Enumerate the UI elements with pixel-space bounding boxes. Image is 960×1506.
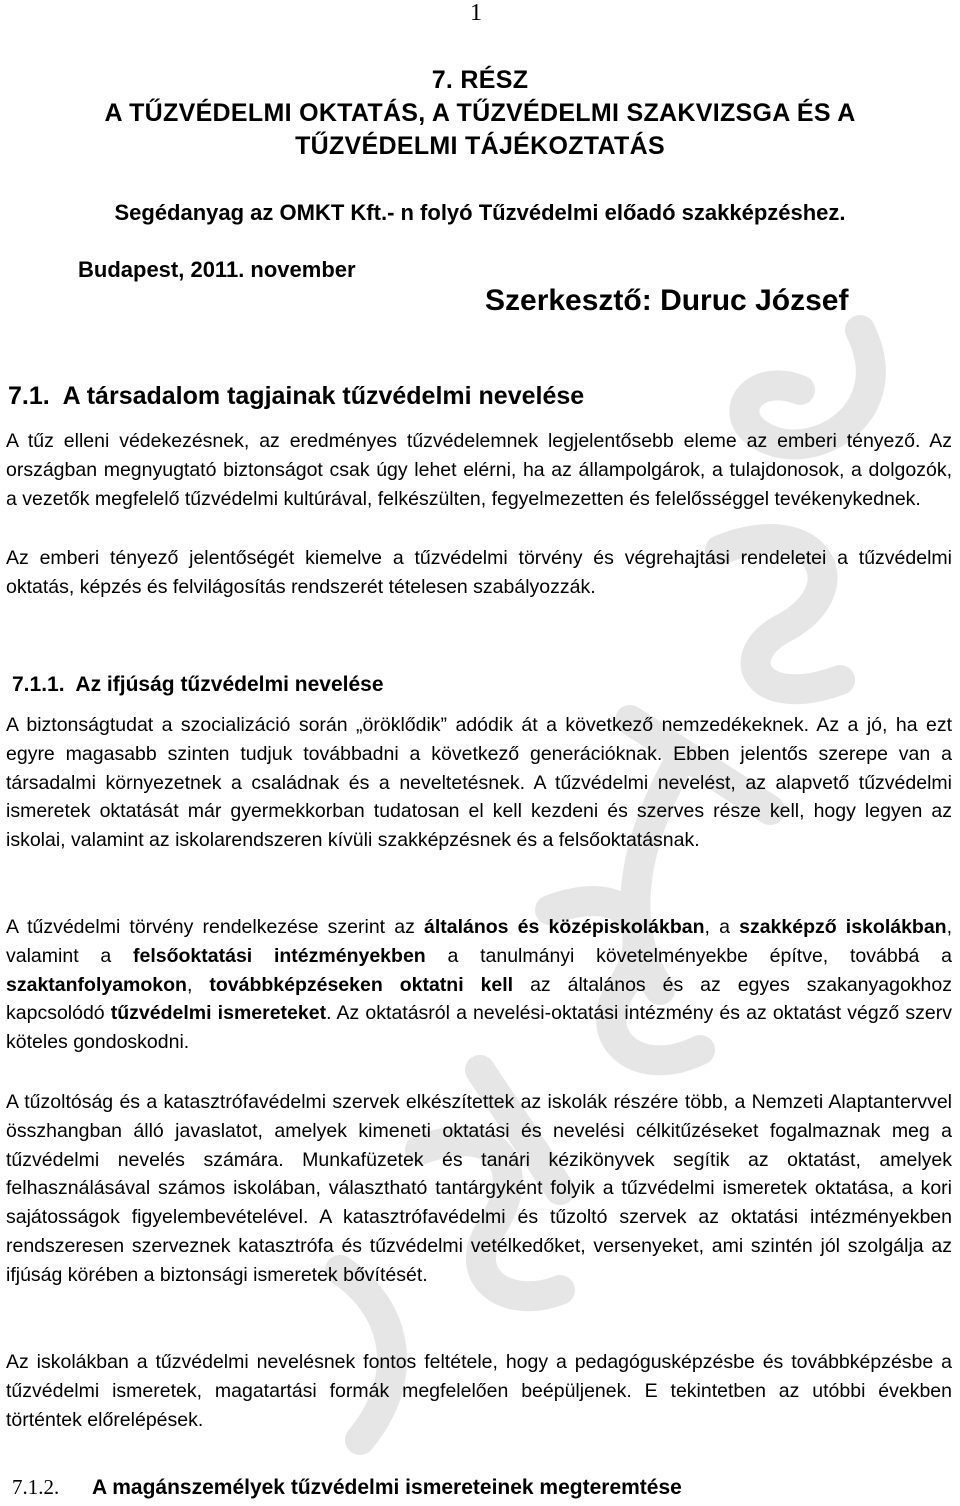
paragraph-safety-awareness: A biztonságtudat a szocializáció során „öröklődik” adódik át a következő nemzedékeknek. Az a jó, ha ezt egyre magasabb szinten tudjuk továbbadni a következő generációknak. Ebben jelentős szerepe van a társadalmi környezetnek a családnak és a neveltetésnek. A tűzvédelmi nevelést, az alapvető tűzvédelmi ismeretek oktatását már gyermekkorban tudatosan el kell kezdeni és szerves része kell, hogy legyen az iskolai, valamint az iskolarendszeren kívüli szakképzésnek és a felsőoktatásnak. bbox=[6, 714, 952, 852]
document-title-line-1: A TŰZVÉDELMI OKTATÁS, A TŰZVÉDELMI SZAKVIZSGA ÉS A bbox=[104, 99, 856, 127]
subsection-title: A magánszemélyek tűzvédelmi ismereteinek megteremtése bbox=[92, 1476, 682, 1499]
document-title-line-2: TŰZVÉDELMI TÁJÉKOZTATÁS bbox=[295, 132, 665, 160]
paragraph-human-factor: A tűz elleni védekezésnek, az eredményes tűzvédelemnek legjelentősebb eleme az emberi tényező. Az országban megnyugtató biztonságot csak úgy lehet elérni, ha az állampolgárok, a tulajdonosok, a dolgozók, a vezetők megfelelő tűzvédelmi kultúrával, felkészülten, fegyelmezetten és felelősséggel tevékenykednek. bbox=[6, 430, 952, 510]
paragraph-fire-law: A tűzvédelmi törvény rendelkezése szerint az általános és középiskolákban, a szakképző iskolákban, valamint a felsőoktatási intézményekben a tanulmányi követelményekbe építve, továbbá a szaktanfolyamokon, továbbképzéseken oktatni kell az általános és az egyes szakanyagokhoz kapcsolódó tűzvédelmi ismereteket. Az oktatásról a nevelési-oktatási intézmény és az oktatást végző szerv köteles gondoskodni. bbox=[6, 916, 953, 1054]
paragraph-fire-service-programs: A tűzoltóság és a katasztrófavédelmi szervek elkészítettek az iskolák részére több, a Nemzeti Alaptantervvel összhangban álló javaslatot, amelyek kimeneti oktatási és nevelési célkitűzéseket fogalmaznak meg a tűzvédelmi nevelés számára. Munkafüzetek és tanári kézikönyvek segítik az oktatást, amelyek felhasználásával számos iskolában, választható tantárgyként folyik a tűzvédelmi ismeretek oktatása, a kori sajátosságok figyelembevételével. A katasztrófavédelmi és tűzoltó szervek az oktatási intézményekben rendszeresen szerveznek katasztrófa és tűzvédelmi vetélkedőket, versenyeket, ami szintén jól szolgálja az ifjúság körében a biztonsági ismeretek bővítését. bbox=[6, 1091, 952, 1286]
subsection-heading-7-1-1: 7.1.1. Az ifjúság tűzvédelmi nevelése bbox=[12, 673, 384, 696]
paragraph-regulation: Az emberi tényező jelentőségét kiemelve a tűzvédelmi törvény és végrehajtási rendeletei a tűzvédelmi oktatás, képzés és felvilágosítás rendszerét tételesen szabályozzák. bbox=[6, 547, 952, 598]
paragraph-teacher-training: Az iskolákban a tűzvédelmi nevelésnek fontos feltétele, hogy a pedagógusképzésbe és továbbképzésbe a tűzvédelmi ismeretek, magatartási formák megfelelően beépüljenek. E tekintetben az utóbbi években történtek előrelépések. bbox=[6, 1351, 952, 1431]
subsection-heading-7-1-2 bbox=[12, 1475, 682, 1500]
section-heading-7-1: 7.1. A társadalom tagjainak tűzvédelmi nevelése bbox=[8, 382, 585, 410]
subsection-number: 7.1.2. bbox=[12, 1475, 60, 1499]
page-number: 1 bbox=[470, 0, 482, 26]
part-label: 7. RÉSZ bbox=[431, 66, 529, 94]
document-subtitle: Segédanyag az OMKT Kft.- n folyó Tűzvédelmi előadó szakképzéshez. bbox=[114, 200, 846, 225]
document-date: Budapest, 2011. november bbox=[78, 257, 356, 282]
document-editor: Szerkesztő: Duruc József bbox=[485, 284, 849, 317]
